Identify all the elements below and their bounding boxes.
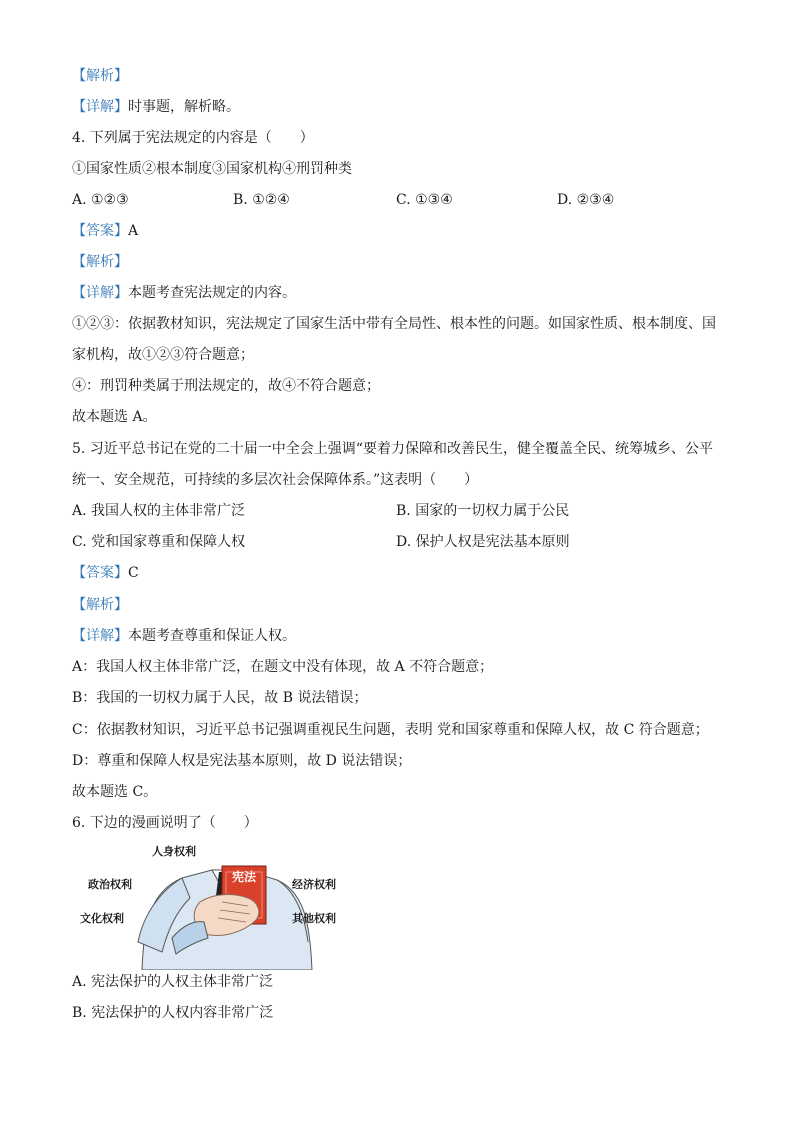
label-other-rights: 其他权利 — [292, 912, 336, 925]
q5-stem-2: 统一、安全规范，可持续的多层次社会保障体系。”这表明（ ） — [72, 472, 479, 488]
answer-tag: 【答案】 — [72, 223, 128, 239]
q5-explain-b: B：我国的一切权力属于人民，故 B 说法错误； — [72, 690, 368, 706]
answer-value: A — [128, 223, 139, 239]
q4-stem: 4. 下列属于宪法规定的内容是（ ） — [72, 130, 314, 146]
q5-explain-d: D：尊重和保障人权是宪法基本原则，故 D 说法错误； — [72, 753, 412, 769]
label-political-rights: 政治权利 — [88, 878, 132, 891]
q4-explain-3: ④：刑罚种类属于刑法规定的，故④不符合题意； — [72, 378, 380, 394]
label-economic-rights: 经济权利 — [292, 878, 336, 891]
q5-analysis-tag: 【解析】 — [72, 597, 128, 613]
q5-detail — [72, 627, 296, 645]
q5-explain-conclusion: 故本题选 C。 — [72, 784, 158, 800]
answer-tag: 【答案】 — [72, 565, 128, 581]
q4-explain-4: 故本题选 A。 — [72, 409, 157, 425]
q5-explain-c: C：依据教材知识，习近平总书记强调重视民生问题，表明 党和国家尊重和保障人权，故 C 符合题意； — [72, 722, 709, 738]
detail-tag: 【详解】 — [72, 99, 128, 115]
q4-option-d: D. ②③④ — [557, 192, 615, 208]
q4-option-c: C. ①③④ — [396, 192, 453, 208]
q5-answer — [72, 564, 139, 582]
detail-tag: 【详解】 — [72, 285, 128, 301]
detail-text: 本题考查宪法规定的内容。 — [128, 285, 296, 301]
q4-explain-2: 家机构，故①②③符合题意； — [72, 347, 254, 363]
book-title: 宪法 — [231, 870, 256, 884]
detail-tag: 【详解】 — [72, 628, 128, 644]
q4-detail — [72, 284, 296, 302]
constitution-comic — [72, 842, 362, 970]
label-cultural-rights: 文化权利 — [80, 912, 124, 925]
q4-analysis-tag: 【解析】 — [72, 254, 128, 270]
comic-illustration — [72, 842, 362, 970]
q5-option-d: D. 保护人权是宪法基本原则 — [396, 534, 570, 550]
q5-option-b: B. 国家的一切权力属于公民 — [396, 503, 570, 519]
q4-option-b: B. ①②④ — [233, 192, 290, 208]
q5-option-a: A. 我国人权的主体非常广泛 — [72, 503, 246, 519]
label-personal-rights: 人身权利 — [152, 845, 196, 858]
q5-option-c: C. 党和国家尊重和保障人权 — [72, 534, 246, 550]
analysis-tag: 【解析】 — [72, 68, 128, 84]
q4-option-a: A. ①②③ — [72, 192, 129, 208]
q5-explain-a: A：我国人权主体非常广泛，在题文中没有体现，故 A 不符合题意； — [72, 659, 494, 675]
q6-option-a: A. 宪法保护的人权主体非常广泛 — [72, 974, 274, 990]
detail-line — [72, 98, 240, 116]
answer-value: C — [128, 565, 139, 581]
q4-explain-1: ①②③：依据教材知识，宪法规定了国家生活中带有全局性、根本性的问题。如国家性质、根本制度、国 — [72, 316, 716, 332]
q4-answer — [72, 222, 138, 240]
detail-text: 时事题，解析略。 — [128, 99, 240, 115]
q4-items: ①国家性质②根本制度③国家机构④刑罚种类 — [72, 161, 352, 177]
detail-text: 本题考查尊重和保证人权。 — [128, 628, 296, 644]
q6-stem: 6. 下边的漫画说明了（ ） — [72, 815, 258, 831]
q5-stem-1: 5. 习近平总书记在党的二十届一中全会上强调“要着力保障和改善民生，健全覆盖全民、统筹城乡、公平 — [72, 441, 713, 457]
q6-option-b: B. 宪法保护的人权内容非常广泛 — [72, 1005, 274, 1021]
